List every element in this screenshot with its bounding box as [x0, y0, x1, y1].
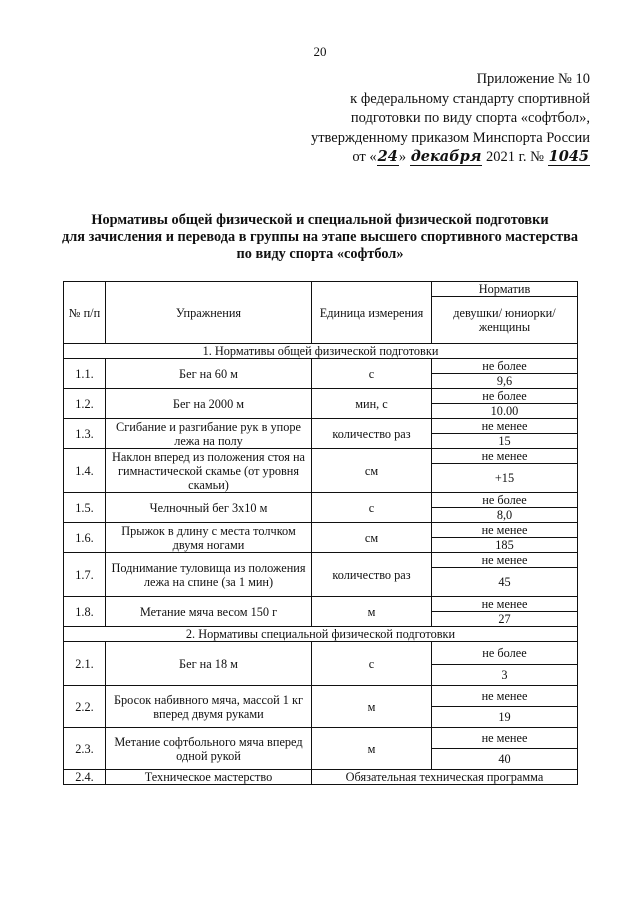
document-title [40, 212, 600, 263]
row-value: 45 [432, 568, 578, 597]
row-value: 8,0 [432, 508, 578, 523]
section-header-special: 2. Нормативы специальной физической подготовки [64, 627, 578, 642]
header-norm: Норматив [432, 282, 578, 297]
appendix-line3: подготовки по виду спорта «софтбол», [350, 110, 590, 126]
title-line3: по виду спорта «софтбол» [236, 246, 404, 262]
row-value: 15 [432, 434, 578, 449]
row-unit: м [312, 597, 432, 627]
row-unit: мин, с [312, 389, 432, 419]
date-month: декабря [410, 148, 482, 165]
row-value: 10.00 [432, 404, 578, 419]
date-day: 24 [377, 148, 398, 165]
row-exercise: Техническое мастерство [106, 770, 312, 785]
row-num: 1.6. [64, 523, 106, 553]
row-value: 185 [432, 538, 578, 553]
row-num: 2.3. [64, 728, 106, 770]
row-unit: количество раз [312, 419, 432, 449]
appendix-block [300, 70, 590, 168]
row-condition: не более [432, 642, 578, 665]
title-line2: для зачисления и перевода в группы на этапе высшего спортивного мастерства [62, 229, 578, 245]
row-num: 1.4. [64, 449, 106, 493]
row-value: 40 [432, 749, 578, 770]
page-number: 20 [313, 44, 327, 59]
header-unit: Единица измерения [312, 282, 432, 344]
row-exercise: Наклон вперед из положения стоя на гимнастической скамье (от уровня скамьи) [106, 449, 312, 493]
row-num: 2.1. [64, 642, 106, 686]
row-exercise: Метание софтбольного мяча вперед одной рукой [106, 728, 312, 770]
row-condition: не менее [432, 597, 578, 612]
row-exercise: Сгибание и разгибание рук в упоре лежа на полу [106, 419, 312, 449]
title-line1: Нормативы общей физической и специальной физической подготовки [91, 212, 549, 228]
date-year: 2021 г. № [485, 149, 545, 165]
row-exercise: Бег на 60 м [106, 359, 312, 389]
row-condition: не менее [432, 686, 578, 707]
row-value: 27 [432, 612, 578, 627]
row-value: 9,6 [432, 374, 578, 389]
row-condition: не менее [432, 553, 578, 568]
order-number: 1045 [548, 148, 589, 165]
appendix-line2: к федеральному стандарту спортивной [350, 90, 590, 107]
row-value: +15 [432, 464, 578, 493]
row-value: 3 [432, 665, 578, 686]
row-unit: м [312, 686, 432, 728]
appendix-line1: Приложение № 10 [476, 71, 590, 87]
row-condition: не менее [432, 728, 578, 749]
row-num: 1.8. [64, 597, 106, 627]
row-num: 2.2. [64, 686, 106, 728]
row-unit: с [312, 359, 432, 389]
row-exercise: Бег на 2000 м [106, 389, 312, 419]
row-unit: см [312, 523, 432, 553]
row-num: 1.2. [64, 389, 106, 419]
appendix-date-line [300, 148, 590, 168]
section-header-general: 1. Нормативы общей физической подготовки [64, 344, 578, 359]
row-exercise: Метание мяча весом 150 г [106, 597, 312, 627]
row-value: 19 [432, 707, 578, 728]
header-exercise: Упражнения [106, 282, 312, 344]
row-unit: см [312, 449, 432, 493]
row-exercise: Поднимание туловища из положения лежа на спине (за 1 мин) [106, 553, 312, 597]
row-condition: не менее [432, 523, 578, 538]
date-mid: » [398, 149, 407, 165]
norms-table [63, 281, 578, 785]
row-condition: не более [432, 389, 578, 404]
row-num: 1.7. [64, 553, 106, 597]
row-unit: м [312, 728, 432, 770]
row-unit: с [312, 493, 432, 523]
row-num: 1.1. [64, 359, 106, 389]
row-condition: не более [432, 493, 578, 508]
row-condition: не менее [432, 419, 578, 434]
row-exercise: Прыжок в длину с места толчком двумя ногами [106, 523, 312, 553]
row-unit: с [312, 642, 432, 686]
row-program: Обязательная техническая программа [312, 770, 578, 785]
row-num: 2.4. [64, 770, 106, 785]
row-exercise: Бег на 18 м [106, 642, 312, 686]
row-num: 1.3. [64, 419, 106, 449]
row-exercise: Бросок набивного мяча, массой 1 кг вперед двумя руками [106, 686, 312, 728]
row-condition: не менее [432, 449, 578, 464]
header-num: № п/п [64, 282, 106, 344]
date-prefix: от « [352, 149, 377, 165]
row-exercise: Челночный бег 3х10 м [106, 493, 312, 523]
header-gender: девушки/ юниорки/ женщины [432, 297, 578, 344]
row-num: 1.5. [64, 493, 106, 523]
row-condition: не более [432, 359, 578, 374]
row-unit: количество раз [312, 553, 432, 597]
appendix-line4: утвержденному приказом Минспорта России [310, 129, 590, 146]
